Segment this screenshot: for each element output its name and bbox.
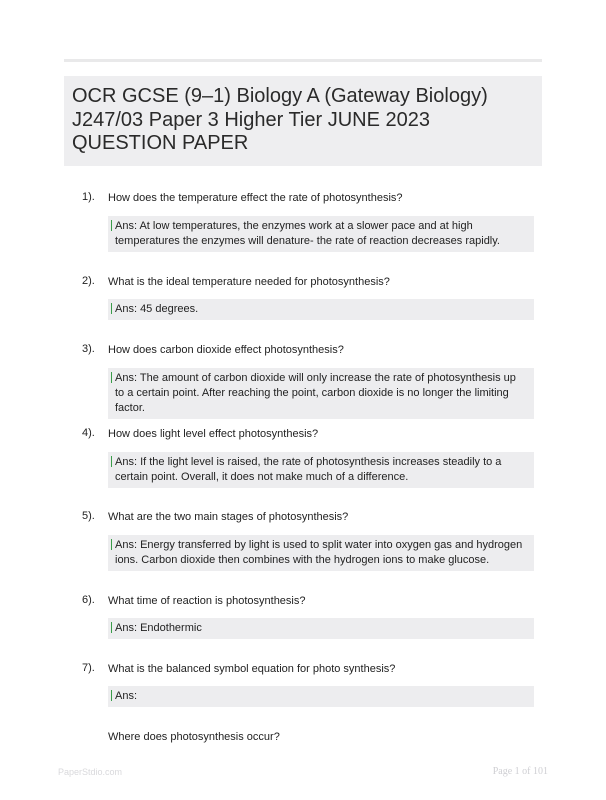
answer-box: Ans: The amount of carbon dioxide will only increase the rate of photosynthesis up to a certain point. After reaching the point, carbon dioxide is no longer the limiting factor. [108,368,534,419]
trailing-question-text: Where does photosynthesis occur? [108,731,280,743]
question-number: 3). [82,343,95,355]
answer-box: Ans: [108,686,534,707]
document-title: OCR GCSE (9–1) Biology A (Gateway Biology) J247/03 Paper 3 Higher Tier JUNE 2023 QUESTION PAPER [72,85,488,154]
question-number: 7). [82,662,95,674]
page-number: Page 1 of 101 [492,766,548,777]
question-text: How does the temperature effect the rate of photosynthesis? [108,192,403,204]
answer-box: Ans: Endothermic [108,618,534,639]
question-text: How does light level effect photosynthesis? [108,428,319,440]
title-box [64,76,542,166]
question-text: What are the two main stages of photosynthesis? [108,511,349,523]
answer-box: Ans: If the light level is raised, the rate of photosynthesis increases steadily to a certain point. Overall, it does not make much of a difference. [108,452,534,488]
question-number: 6). [82,594,95,606]
question-number: 1). [82,191,95,203]
question-text: What time of reaction is photosynthesis? [108,595,306,607]
question-number: 4). [82,427,95,439]
question-number: 5). [82,510,95,522]
question-number: 2). [82,275,95,287]
question-text: How does carbon dioxide effect photosynthesis? [108,344,344,356]
question-text: What is the balanced symbol equation for photo synthesis? [108,663,396,675]
answer-box: Ans: At low temperatures, the enzymes work at a slower pace and at high temperatures the enzymes will denature- the rate of reaction decreases rapidly. [108,216,534,252]
question-text: What is the ideal temperature needed for photosynthesis? [108,276,390,288]
answer-box: Ans: 45 degrees. [108,299,534,320]
answer-box: Ans: Energy transferred by light is used to split water into oxygen gas and hydrogen ions. Carbon dioxide then combines with the hydrogen ions to make glucose. [108,535,534,571]
top-divider [64,59,542,62]
footer-watermark: PaperStdio.com [58,767,123,777]
